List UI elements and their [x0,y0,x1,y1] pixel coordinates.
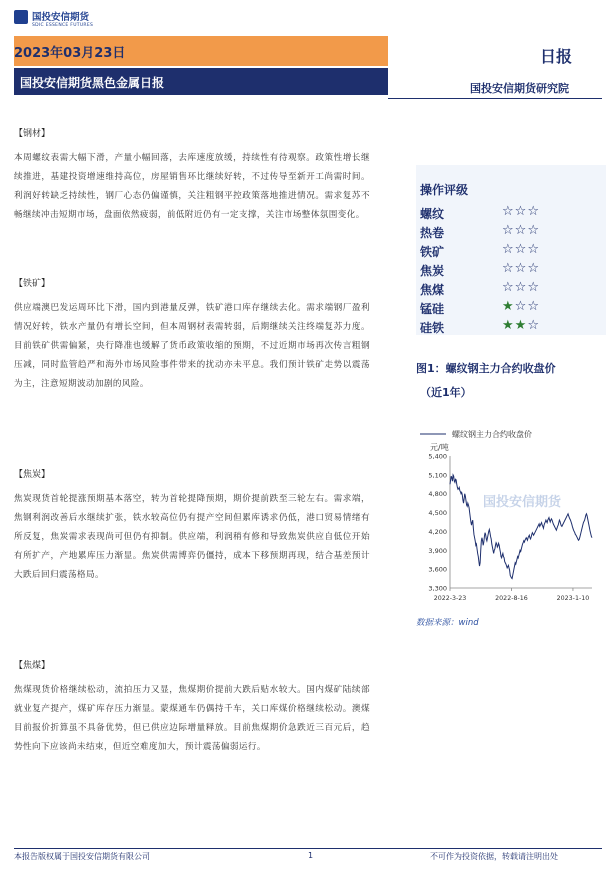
star-empty-icon: ☆ [527,299,540,314]
section-title: 【钢材】 [14,129,51,139]
rating-commodity: 热卷 [420,226,445,240]
footer-disclaimer: 不可作为投资依据，转载请注明出处 [430,852,558,861]
price-chart-svg [416,404,600,610]
rating-title: 操作评级 [420,183,469,197]
company-logo [14,8,124,34]
rating-commodity: 铁矿 [420,245,445,259]
footer-copyright: 本报告版权属于国投安信期货有限公司 [14,852,150,861]
rating-row [420,205,600,225]
rating-stars [502,223,540,238]
series-line-rebar-close [450,475,592,579]
watermark-text: 国投安信期货 [482,495,562,511]
star-empty-icon: ☆ [527,280,540,295]
star-filled-icon: ★ [514,318,528,333]
data-source: 数据来源：wind [416,618,479,628]
rating-row [420,300,600,320]
rating-stars [502,318,540,333]
section-steel [14,126,370,225]
header-divider [388,98,602,99]
rating-row [420,262,600,282]
star-empty-icon: ☆ [514,242,528,257]
y-tick-label: 3,900 [428,546,447,555]
logo-subtext: SDIC ESSENCE FUTURES [32,23,94,28]
y-tick-label: 3,300 [428,584,447,593]
rating-stars [502,299,540,314]
rating-commodity: 螺纹 [420,207,445,221]
section-coke [14,467,370,585]
star-filled-icon: ★ [502,318,515,333]
page-number: 1 [308,851,314,860]
section-body: 焦煤现货价格继续松动，流拍压力又显，焦煤期价提前大跌后贴水较大。国内煤矿陆续部就业复产提产，煤矿库存压力渐显。蒙煤通车仍偶持千车，关口库煤价格继续松动。澳煤目前报价折算虽不具备优势，但已供应边际增量释放。目前焦煤期价急跌近三百元后，趋势性向下应该尚未结束，但近空难度加大，预计震荡偏弱运行。 [14,685,370,752]
star-empty-icon: ☆ [527,242,540,257]
y-tick-label: 5,400 [428,452,447,461]
rating-commodity: 焦煤 [420,283,445,297]
section-iron-ore [14,276,370,394]
y-tick-label: 4,200 [428,527,447,536]
section-title: 【焦煤】 [14,661,51,671]
footer-divider [14,848,602,849]
section-title: 【焦炭】 [14,470,51,480]
section-body: 本周螺纹表需大幅下滑，产量小幅回落，去库速度放缓，持续性有待观察。政策性增长继续推进，基建投资增速维持高位，房屋销售环比继续好转，不过传导至新开工尚需时间。利润好转缺乏持续性，钢厂心态仍偏谨慎，关注粗钢平控政策落地推进情况。需求复苏不畅继续冲击短期市场，盘面依然疲弱，前低附近仍有一定支撑，关注市场整体氛围变化。 [14,153,370,220]
star-empty-icon: ☆ [502,261,515,276]
y-tick-label: 5,100 [428,471,447,480]
star-empty-icon: ☆ [514,204,528,219]
rating-panel [416,165,606,335]
legend-label: 螺纹钢主力合约收盘价 [452,430,532,439]
rating-commodity: 锰硅 [420,302,445,316]
y-tick-label: 3,600 [428,565,447,574]
star-filled-icon: ★ [502,299,515,314]
price-chart [416,404,600,610]
section-body: 焦炭现货首轮提涨预期基本落空，转为首轮提降预期，期价提前跌至三轮左右。需求端，焦钢利润改善后水继续扩张，铁水较高位仍有提产空间但累库诱求仍低，港口贸易情绪有所反复，焦炭需求表现尚可但仍有抑制。供应端，利润稍有修和导致焦炭供应自低位开始有所扩产，产地累库压力渐显。焦炭供需博弈仍僵持，成本下移预期再现，结合基差预计大跌后回归震荡格局。 [14,494,370,580]
rating-commodity: 硅铁 [420,321,445,335]
rating-row [420,243,600,263]
logo-text: 国投安信期货 [32,12,90,23]
rating-stars [502,261,540,276]
x-tick-label: 2023-1-10 [556,595,590,602]
star-empty-icon: ☆ [514,299,528,314]
y-axis-unit: 元/吨 [430,443,449,452]
institute-name: 国投安信期货研究院 [470,82,569,95]
star-empty-icon: ☆ [502,280,515,295]
star-empty-icon: ☆ [502,242,515,257]
star-empty-icon: ☆ [527,318,540,333]
figure-title: 图1：螺纹钢主力合约收盘价 [416,362,556,375]
star-empty-icon: ☆ [514,261,528,276]
star-empty-icon: ☆ [502,204,515,219]
y-tick-label: 4,800 [428,490,447,499]
star-empty-icon: ☆ [502,223,515,238]
y-tick-label: 4,500 [428,509,447,518]
section-body: 供应端澳巴发运周环比下滑，国内到港量反弹，铁矿港口库存继续去化。需求端钢厂盈利情况好转，铁水产量仍有增长空间，但本周钢材表需转弱，后期继续关注终端复苏力度。目前铁矿供需偏紧，央行降准也缓解了货币政策收缩的预期，不过近期市场再次传言粗钢压减，同时监管趋严和海外市场风险事件带来的扰动亦未平息。我们预计铁矿走势以震荡为主，注意短期波动加剧的风险。 [14,303,370,389]
rating-stars [502,280,540,295]
rating-commodity: 焦炭 [420,264,445,278]
section-title: 【铁矿】 [14,279,51,289]
x-tick-label: 2022-3-23 [433,595,467,602]
star-empty-icon: ☆ [514,280,528,295]
rating-row [420,281,600,301]
rating-row [420,319,600,339]
star-empty-icon: ☆ [527,204,540,219]
rating-stars [502,204,540,219]
logo-mark-icon [14,10,28,24]
figure-subtitle: （近1年） [420,386,472,399]
report-date: 2023年03月23日 [14,46,126,61]
report-type: 日报 [540,47,573,66]
section-coking-coal [14,658,370,757]
rating-stars [502,242,540,257]
x-tick-label: 2022-8-16 [495,595,528,602]
star-empty-icon: ☆ [527,223,540,238]
star-empty-icon: ☆ [527,261,540,276]
star-empty-icon: ☆ [514,223,528,238]
rating-row [420,224,600,244]
report-title: 国投安信期货黑色金属日报 [20,76,165,90]
